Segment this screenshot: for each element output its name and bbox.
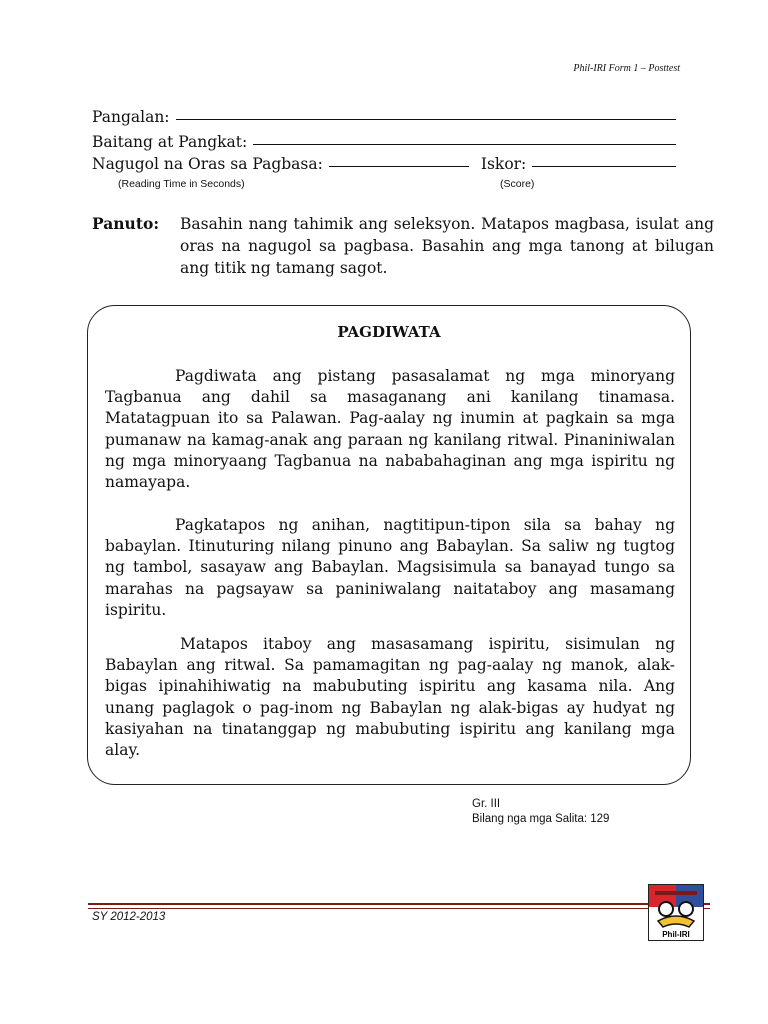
phil-iri-logo — [648, 884, 704, 941]
footer-rule-top — [88, 903, 710, 905]
grade-section-label: Baitang at Pangkat: — [92, 133, 248, 151]
form-label: Phil-IRI Form 1 – Posttest — [573, 63, 680, 74]
score-input-line[interactable] — [532, 165, 676, 167]
grade-level: Gr. III — [472, 798, 501, 810]
reading-time-input-line[interactable] — [329, 165, 469, 167]
reading-time-label: Nagugol na Oras sa Pagbasa: — [92, 155, 323, 173]
score-label: Iskor: — [480, 155, 527, 173]
name-label: Pangalan: — [92, 108, 170, 126]
grade-section-input-line[interactable] — [253, 143, 676, 145]
reading-time-field-row — [92, 155, 676, 173]
word-count: Bilang nga mga Salita: 129 — [472, 813, 610, 825]
name-field-row — [92, 108, 676, 126]
directions-label: Panuto: — [92, 214, 160, 233]
directions-text: Basahin nang tahimik ang seleksyon. Matapos magbasa, isulat ang oras na nagugol sa pagbasa. Basahin ang mga tanong at bilugan ang titik ng tamang sagot. — [180, 215, 714, 277]
score-hint: (Score) — [500, 178, 535, 190]
reading-time-hint: (Reading Time in Seconds) — [118, 178, 245, 190]
footer-rule-bottom — [88, 908, 710, 909]
story-paragraph-2: Pagkatapos ng anihan, nagtitipun-tipon sila sa bahay ng babaylan. Itinuturing nilang pinuno ang Babaylan. Sa saliw ng tugtog ng tambol, sasayaw ang Babaylan. Magsisimula sa banayad tungo sa marahas na pagsayaw sa paniniwalang naitataboy ang masamang ispiritu. — [105, 516, 675, 619]
school-year: SY 2012-2013 — [92, 911, 166, 923]
story-paragraph-3: Matapos itaboy ang masasamang ispiritu, sisimulan ng Babaylan ang ritwal. Sa pamamagitan ng pag-aalay ng manok, alak-bigas ipinahihiwatig na mabubuting ispiritu ang kasama nila. Ang unang paglagok o pag-inom ng Babaylan ng alak-bigas ay hudyat ng kasiyahan na tinatanggap ng mabubuting ispiritu ang kanilang mga alay. — [105, 635, 675, 760]
name-input-line[interactable] — [176, 118, 676, 120]
logo-text: Phil-IRI — [662, 930, 690, 939]
directions — [92, 213, 714, 279]
grade-section-field-row — [92, 133, 676, 151]
story-paragraph-1: Pagdiwata ang pistang pasasalamat ng mga minoryang Tagbanua ang dahil sa masaganang ani kanilang tinamasa. Matatagpuan ito sa Palawan. Pag-aalay ng inumin at pagkain sa mga pumanaw na kamag-anak ang paraan ng kanilang ritwal. Pinaniniwalan ng mga minoryaang Tagbanua na nababahaginan ang mga ispiritu ng namayapa. — [105, 367, 675, 492]
story-title: PAGDIWATA — [337, 323, 441, 341]
